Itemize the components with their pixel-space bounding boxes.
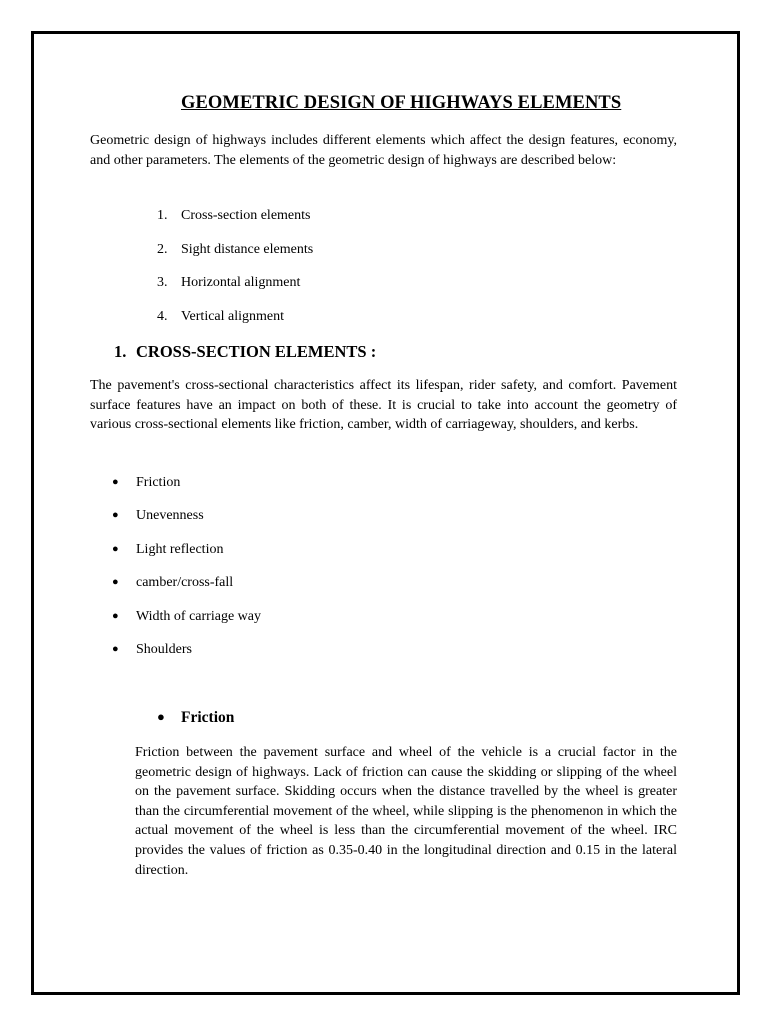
list-item-label: Width of carriage way xyxy=(136,608,261,624)
list-item-label: camber/cross-fall xyxy=(136,575,234,591)
list-item xyxy=(157,307,313,341)
list-item-label: Horizontal alignment xyxy=(181,275,301,291)
bullet-icon: ● xyxy=(112,576,119,589)
list-item-label: Light reflection xyxy=(136,541,224,557)
list-item xyxy=(157,273,313,307)
list-item xyxy=(112,472,261,505)
document-title: GEOMETRIC DESIGN OF HIGHWAYS ELEMENTS xyxy=(181,93,622,113)
list-number: 1. xyxy=(157,208,168,223)
list-item-label: Friction xyxy=(136,475,181,490)
list-number: 3. xyxy=(157,275,168,291)
list-item-label: Sight distance elements xyxy=(181,241,314,257)
section-heading-text: CROSS-SECTION ELEMENTS : xyxy=(136,342,377,361)
intro-paragraph: Geometric design of highways includes different elements which affect the design features, economy, and other parameters. The elements of the geometric design of highways are described below: xyxy=(90,133,677,168)
section-number: 1. xyxy=(114,342,127,361)
bullet-icon: ● xyxy=(112,642,119,655)
list-item xyxy=(112,606,261,639)
bullet-icon: ● xyxy=(157,709,165,724)
list-item xyxy=(112,639,261,672)
list-item-label: Shoulders xyxy=(136,641,192,657)
subheading-friction xyxy=(157,709,234,727)
list-item-label: Vertical alignment xyxy=(181,308,285,324)
bullet-icon: ● xyxy=(112,509,119,522)
list-number: 4. xyxy=(157,308,168,324)
list-item xyxy=(157,206,313,240)
list-item xyxy=(112,572,261,605)
friction-paragraph: Friction between the pavement surface and wheel of the vehicle is a crucial factor in the geometric design of highways. Lack of friction can cause the skidding or slipping of the wheel on the pavement surface. Skidding occurs when the distance travelled by the wheel is greater than the circumferential movement of the wheel, while slipping is the phenomenon in which the actual movement of the wheel is less than the circumferential movement of the wheel. IRC provides the values of friction as 0.35-0.40 in the longitudinal direction and 0.15 in the lateral direction. xyxy=(135,745,677,878)
cross-section-bullet-list xyxy=(112,472,261,672)
list-item xyxy=(112,539,261,572)
bullet-icon: ● xyxy=(112,609,119,622)
list-item xyxy=(157,240,313,274)
elements-list xyxy=(157,206,313,340)
subheading-text: Friction xyxy=(181,709,235,726)
list-number: 2. xyxy=(157,241,168,257)
section-heading-cross-section xyxy=(114,342,376,362)
list-item xyxy=(112,505,261,538)
list-item-label: Unevenness xyxy=(136,508,204,524)
list-item-label: Cross-section elements xyxy=(181,208,311,223)
bullet-icon: ● xyxy=(112,476,119,488)
cross-section-paragraph: The pavement's cross-sectional characteristics affect its lifespan, rider safety, and comfort. Pavement surface features have an impact on both of these. It is crucial to take into account the geometry of various cross-sectional elements like friction, camber, width of carriageway, shoulders, and kerbs. xyxy=(90,378,677,433)
bullet-icon: ● xyxy=(112,542,119,555)
